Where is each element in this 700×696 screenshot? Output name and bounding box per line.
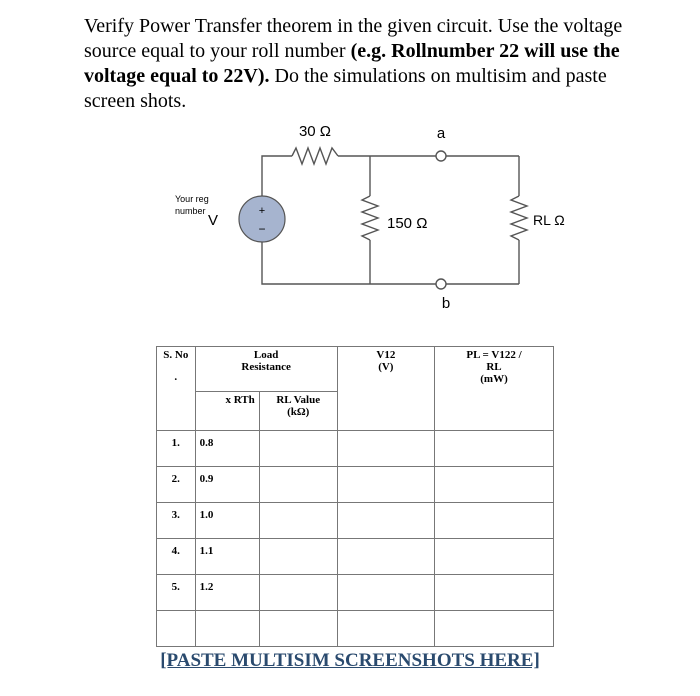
header-row <box>157 347 554 392</box>
table-row <box>157 575 554 611</box>
header-voltage <box>337 347 434 431</box>
row-xrth: 1.2 <box>195 575 259 611</box>
source-note-line1: Your reg <box>175 194 209 204</box>
wire-bottom <box>262 242 519 284</box>
r1-label: 30 Ω <box>298 123 332 140</box>
header-load-resistance <box>195 347 337 392</box>
node-b-label: b <box>441 295 451 312</box>
empty-cell <box>259 611 337 647</box>
row-rl-cell[interactable] <box>259 503 337 539</box>
row-xrth: 1.1 <box>195 539 259 575</box>
subheader-rl-line2: (kΩ) <box>287 406 310 418</box>
row-xrth: 0.8 <box>195 431 259 467</box>
empty-cell <box>195 611 259 647</box>
header-voltage-line1: V12 <box>376 349 396 361</box>
r2-zigzag <box>362 196 378 240</box>
header-load-line2: Resistance <box>241 361 291 373</box>
row-voltage-cell[interactable] <box>337 539 434 575</box>
row-sno: 2. <box>157 467 196 503</box>
table-row <box>157 467 554 503</box>
row-voltage-cell[interactable] <box>337 467 434 503</box>
row-xrth: 0.9 <box>195 467 259 503</box>
source-label: V <box>208 212 219 229</box>
empty-cell <box>157 611 196 647</box>
circuit-diagram <box>0 112 700 312</box>
header-power-line3: (mW) <box>480 373 508 385</box>
subheader-rl-value <box>259 392 337 431</box>
row-power-cell[interactable] <box>435 503 554 539</box>
header-power <box>435 347 554 431</box>
table-row <box>157 503 554 539</box>
source-plus: + <box>258 205 266 217</box>
question-part1: Verify Power Transfer theorem in the given circuit. Use the voltage source equal to your roll number <box>84 15 623 62</box>
row-rl-cell[interactable] <box>259 539 337 575</box>
row-sno: 1. <box>157 431 196 467</box>
r2-label: 150 Ω <box>387 215 428 232</box>
row-voltage-cell[interactable] <box>337 503 434 539</box>
header-power-line2: RL <box>486 361 502 373</box>
row-power-cell[interactable] <box>435 539 554 575</box>
row-power-cell[interactable] <box>435 575 554 611</box>
source-note-line2: number <box>175 206 206 216</box>
row-sno: 5. <box>157 575 196 611</box>
row-rl-cell[interactable] <box>259 575 337 611</box>
row-sno: 3. <box>157 503 196 539</box>
row-power-cell[interactable] <box>435 431 554 467</box>
row-xrth: 1.0 <box>195 503 259 539</box>
subheader-xrth: x RTh <box>195 392 259 431</box>
load-table <box>156 346 554 647</box>
row-voltage-cell[interactable] <box>337 431 434 467</box>
header-sno-dot: . <box>174 371 178 383</box>
header-sno <box>157 347 196 431</box>
row-power-cell[interactable] <box>435 467 554 503</box>
rl-zigzag <box>511 196 527 240</box>
source-minus: − <box>258 222 266 236</box>
node-a-label: a <box>436 125 446 142</box>
table-row <box>157 539 554 575</box>
empty-cell <box>435 611 554 647</box>
question-part2: Do the simulations on multisim and paste screen shots. <box>84 65 607 112</box>
terminal-a <box>436 151 446 161</box>
table-row <box>157 431 554 467</box>
header-sno-text: S. No <box>163 349 189 361</box>
table-row-empty <box>157 611 554 647</box>
question-text <box>84 14 624 114</box>
r1-zigzag <box>292 148 338 164</box>
header-voltage-line2: (V) <box>378 361 394 373</box>
row-rl-cell[interactable] <box>259 431 337 467</box>
empty-cell <box>337 611 434 647</box>
row-voltage-cell[interactable] <box>337 575 434 611</box>
rl-label: RL Ω <box>533 212 565 228</box>
row-sno: 4. <box>157 539 196 575</box>
header-load-line1: Load <box>253 349 279 361</box>
subheader-rl-line1: RL Value <box>276 394 321 406</box>
terminal-b <box>436 279 446 289</box>
question-bold: (e.g. Rollnumber 22 will use the voltage equal to 22V). <box>84 40 620 87</box>
wire-top-left <box>262 156 292 194</box>
row-rl-cell[interactable] <box>259 467 337 503</box>
header-power-line1: PL = V122 / <box>466 349 522 361</box>
paste-screenshots-note: [PASTE MULTISIM SCREENSHOTS HERE] <box>160 650 540 671</box>
